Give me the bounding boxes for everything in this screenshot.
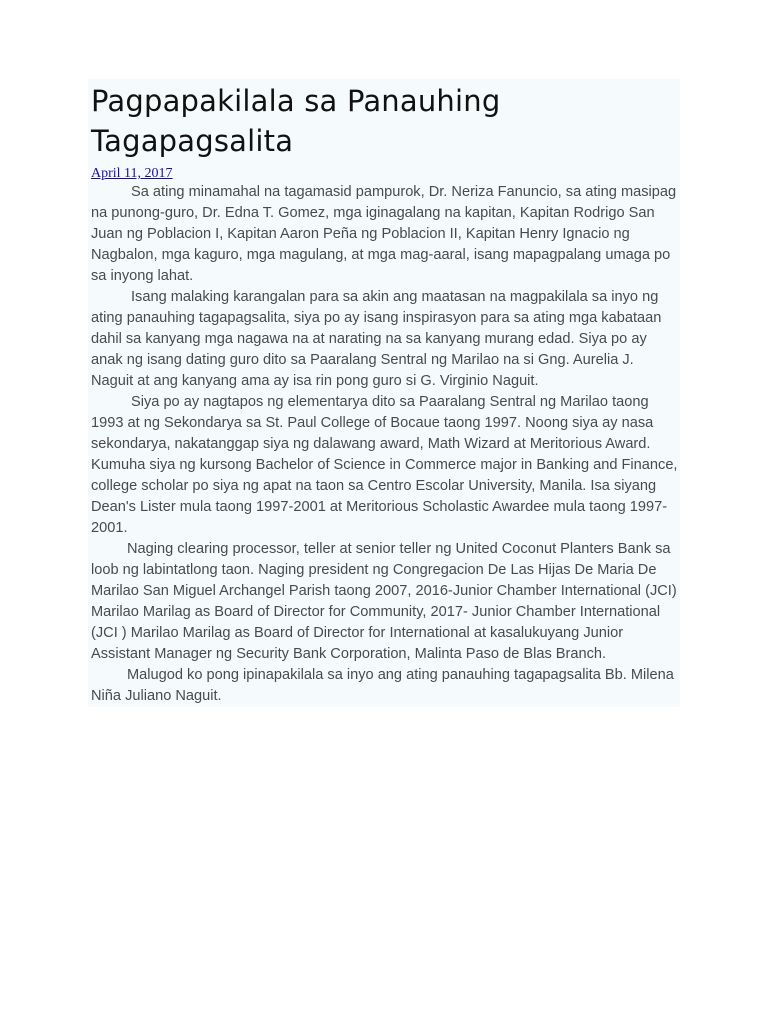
paragraph-introduction: Isang malaking karangalan para sa akin ang maatasan na magpakilala sa inyo ng ating panauhing tagapagsalita, siya po ay isang inspirasyon para sa ating mga kabataan dahil sa kanyang mga nagawa na at narating na sa kanyang murang edad. Siya po ay anak ng isang dating guro dito sa Paaralang Sentral ng Marilao na si Gng. Aurelia J. Naguit at ang kanyang ama ay isa rin pong guro si G. Virginio Naguit. (91, 289, 662, 389)
post-title: Pagpapakilala sa Panauhing Tagapagsalita (91, 84, 501, 158)
blog-post (88, 79, 680, 707)
paragraph-greeting: Sa ating minamahal na tagamasid pampurok, Dr. Neriza Fanuncio, sa ating masipag na punong-guro, Dr. Edna T. Gomez, mga iginagalang na kapitan, Kapitan Rodrigo San Juan ng Poblacion I, Kapitan Aaron Peña ng Poblacion II, Kapitan Henry Ignacio ng Nagbalon, mga kaguro, mga magulang, at mga mag-aaral, isang mapagpalang umaga po sa inyong lahat. (91, 184, 677, 284)
paragraph-career: Naging clearing processor, teller at senior teller ng United Coconut Planters Bank sa loob ng labintatlong taon. Naging president ng Congregacion De Las Hijas De Maria De Marilao San Miguel Archangel Parish taong 2007, 2016-Junior Chamber International (JCI) Marilao Marilag as Board of Director for Community, 2017- Junior Chamber International (JCI ) Marilao Marilag as Board of Director for International at kasalukuyang Junior Assistant Manager ng Security Bank Corporation, Malinta Paso de Blas Branch. (91, 541, 677, 662)
paragraph-closing: Malugod ko pong ipinapakilala sa inyo ang ating panauhing tagapagsalita Bb. Milena Niña Juliano Naguit. (91, 667, 674, 704)
post-date-link[interactable]: April 11, 2017 (91, 166, 173, 181)
paragraph-education: Siya po ay nagtapos ng elementarya dito sa Paaralang Sentral ng Marilao taong 1993 at ng Sekondarya sa St. Paul College of Bocaue taong 1997. Noong siya ay nasa sekondarya, nakatanggap siya ng dalawang award, Math Wizard at Meritorious Award. Kumuha siya ng kursong Bachelor of Science in Commerce major in Banking and Finance, college scholar po siya ng apat na taon sa Centro Escolar University, Manila. Isa siyang Dean's Lister mula taong 1997-2001 at Meritorious Scholastic Awardee mula taong 1997-2001. (91, 394, 678, 536)
post-body (91, 182, 679, 707)
